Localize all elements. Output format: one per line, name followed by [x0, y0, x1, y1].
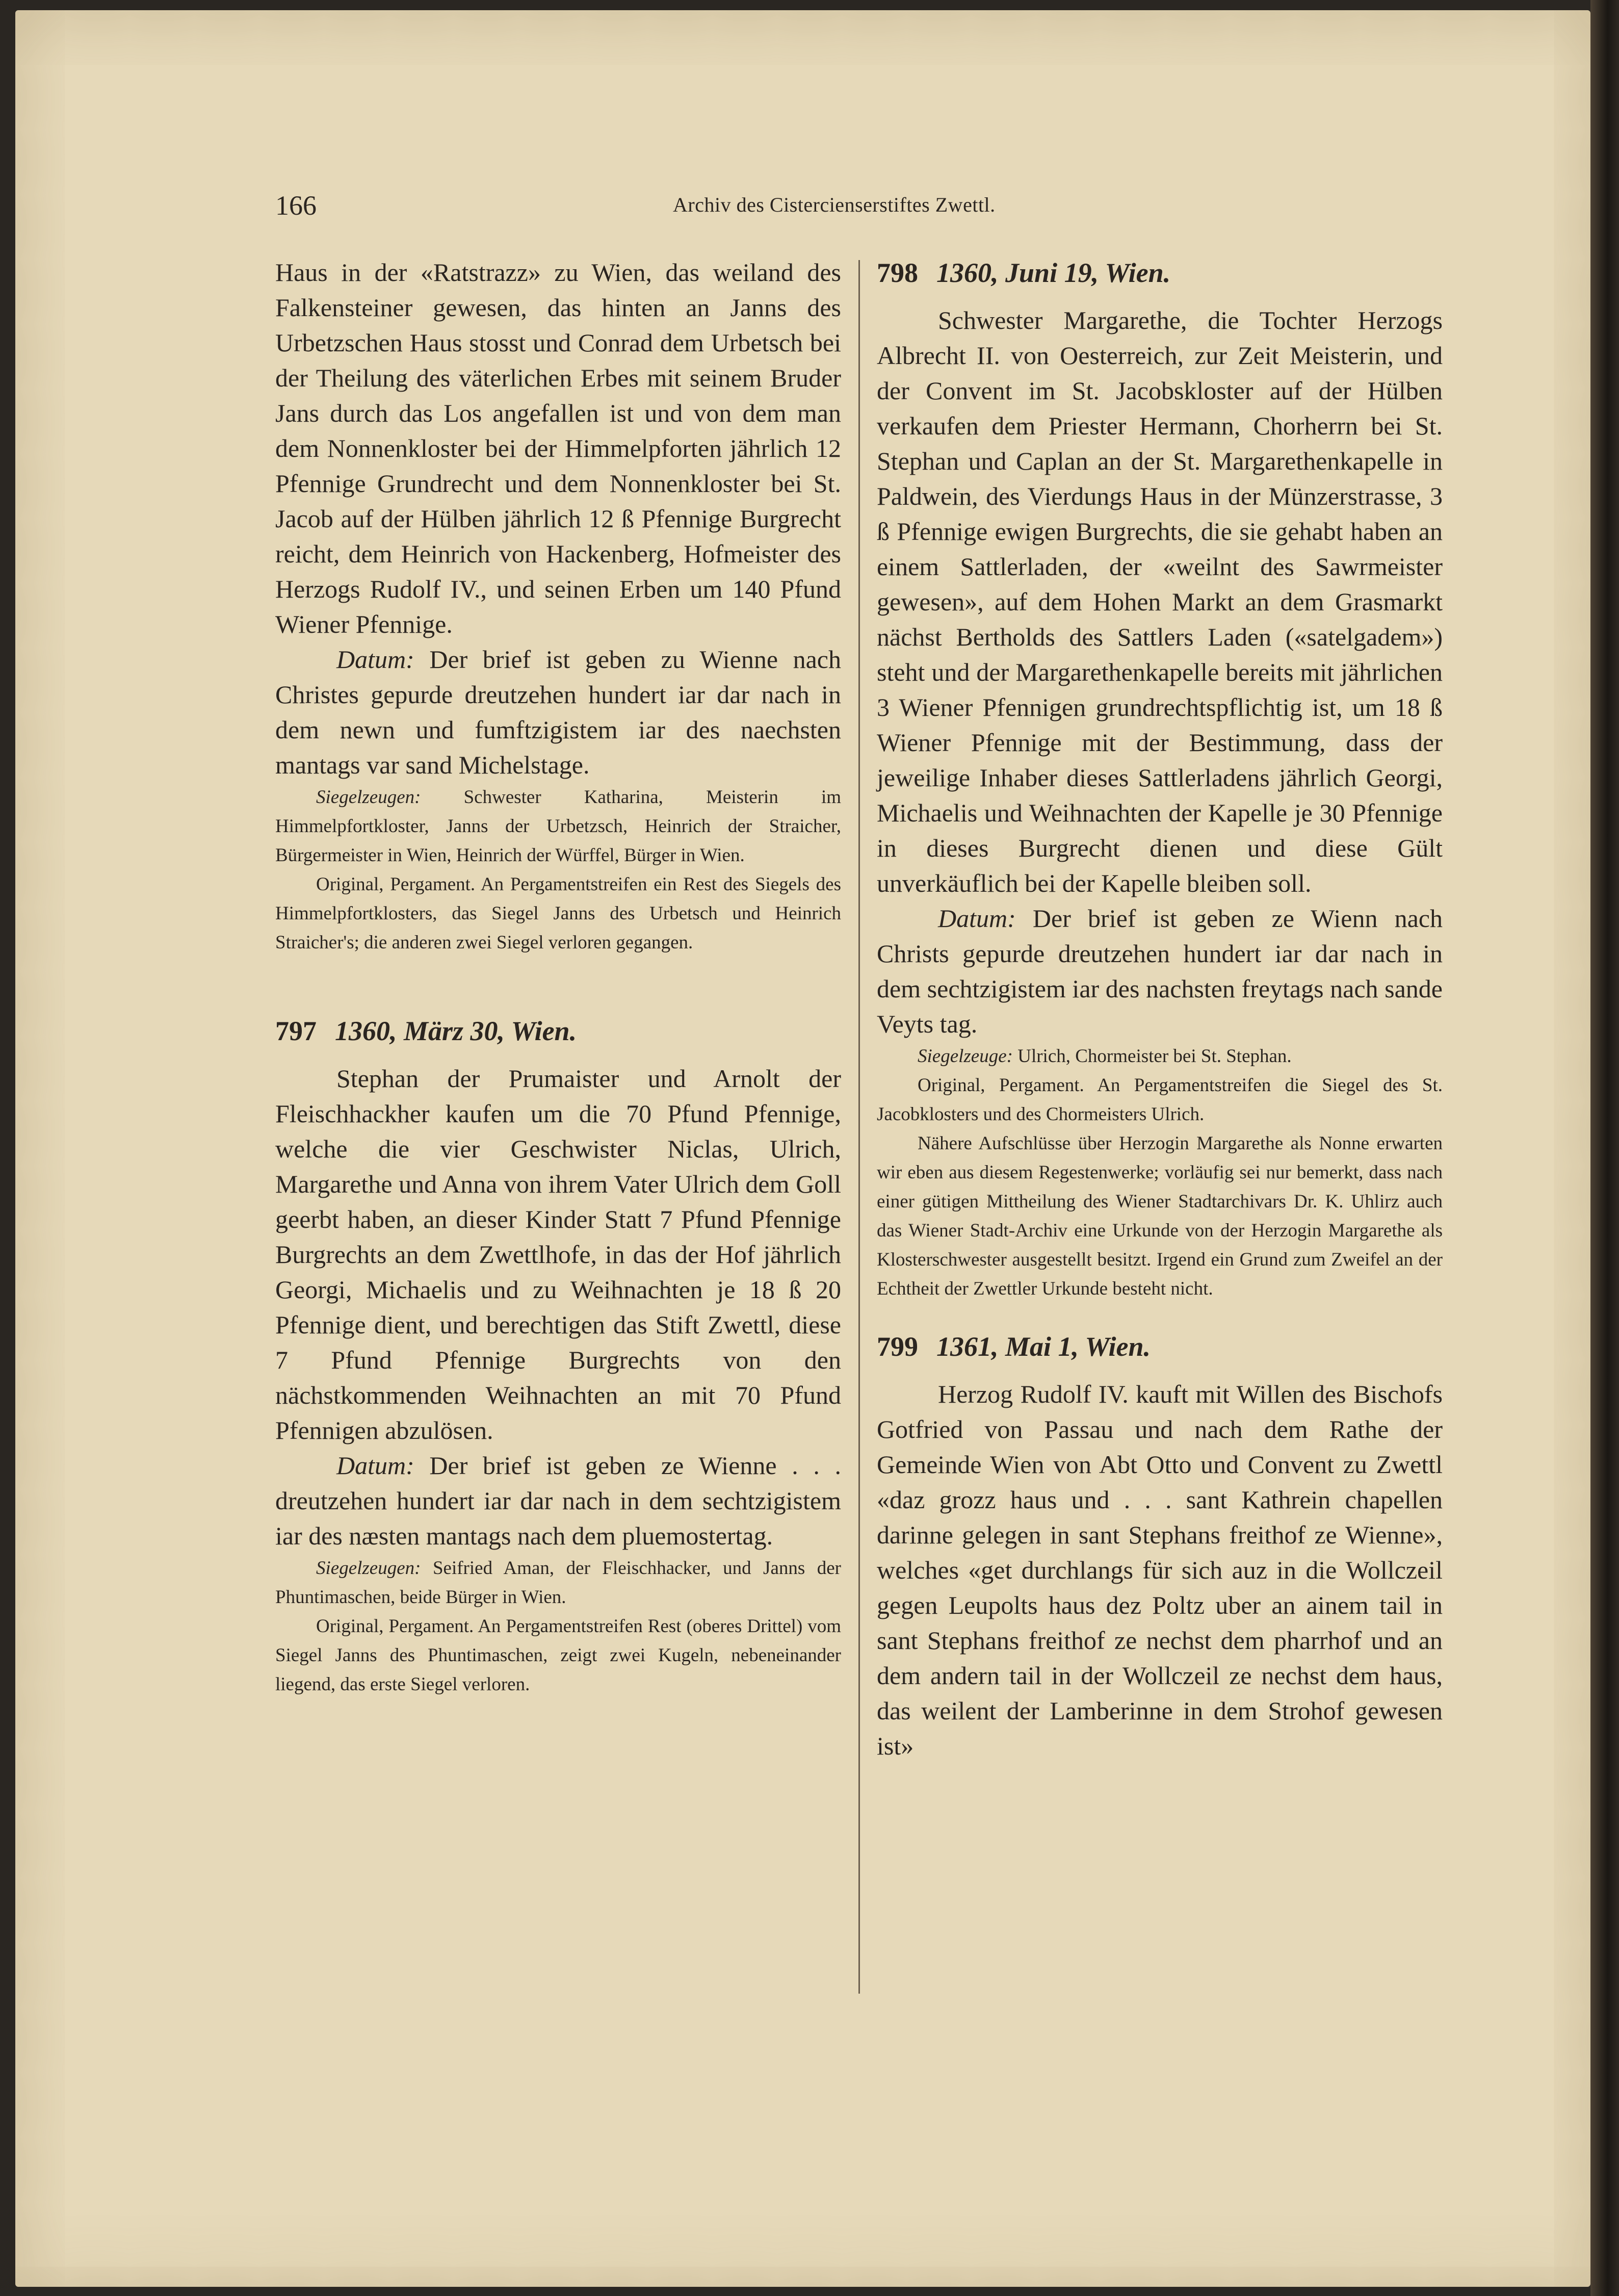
datum-text: Der brief ist geben ze Wienne . . . dreutzehen hundert iar dar nach in dem sechtzigistem iar des næsten mantags nach dem pluemostertag.: [275, 1451, 841, 1550]
siegel-text: Schwester Katharina, Meisterin im Himmelpfortkloster, Janns der Urbetzsch, Heinrich der Straicher, Bürgermeister in Wien, Heinrich der Würffel, Bürger in Wien.: [275, 787, 841, 866]
entry-798-heading: [877, 255, 1443, 291]
page-number: 166: [275, 190, 317, 221]
continued-entry-siegel: [275, 783, 841, 870]
siegel-label: Siegelzeuge:: [918, 1046, 1013, 1067]
datum-label: Datum:: [938, 904, 1016, 933]
book-spine-edge: [1590, 0, 1619, 2296]
siegel-text: Ulrich, Chormeister bei St. Stephan.: [1012, 1046, 1292, 1067]
continued-entry-original: Original, Pergament. An Pergamentstreifen ein Rest des Siegels des Himmelpfortklosters, das Siegel Janns des Urbetsch und Heinrich Straicher's; die anderen zwei Siegel verloren gegangen.: [275, 874, 841, 953]
entry-date: 1361, Mai 1, Wien.: [936, 1331, 1151, 1362]
entry-number: 797: [275, 1016, 317, 1046]
siegel-text: Seifried Aman, der Fleischhacker, und Janns der Phuntimaschen, beide Bürger in Wien.: [275, 1558, 841, 1608]
continued-entry-datum: [275, 642, 841, 783]
entry-number: 799: [877, 1331, 918, 1362]
entry-799-heading: [877, 1329, 1443, 1364]
left-column: [275, 255, 841, 1699]
siegel-label: Siegelzeugen:: [316, 787, 421, 808]
entry-number: 798: [877, 257, 918, 288]
entry-798-note: Nähere Aufschlüsse über Herzogin Margarethe als Nonne erwarten wir eben aus diesem Regestenwerke; vorläufig sei nur bemerkt, dass nach einer gütigen Mittheilung des Wiener Stadtarchivars Dr. K. Uhlirz auch das Wiener Stadt-Archiv eine Urkunde von der Herzogin Margarethe als Klosterschwester ausgestellt besitzt. Irgend ein Grund zum Zweifel an der Echtheit der Zwettler Urkunde besteht nicht.: [877, 1133, 1443, 1299]
entry-798-siegel: [877, 1042, 1443, 1071]
datum-label: Datum:: [336, 645, 414, 674]
entry-date: 1360, März 30, Wien.: [335, 1016, 577, 1046]
entry-797-text: Stephan der Prumaister und Arnolt der Fleischhackher kaufen um die 70 Pfund Pfennige, welche die vier Geschwister Niclas, Ulrich, Margarethe und Anna von ihrem Vater Ulrich dem Goll geerbt haben, an dieser Kinder Statt 7 Pfund Pfennige Burgrechts an dem Zwettlhofe, in das der Hof jährlich Georgi, Michaelis und zu Weihnachten je 18 ß 20 Pfennige dient, und berechtigen das Stift Zwettl, diese 7 Pfund Pfennige Burgrechts von den nächstkommenden Weihnachten an mit 70 Pfund Pfennigen abzulösen.: [275, 1064, 841, 1444]
entry-797-datum: [275, 1448, 841, 1554]
entry-798-original: Original, Pergament. An Pergamentstreifen die Siegel des St. Jacobklosters und des Chormeisters Ulrich.: [877, 1075, 1443, 1125]
entry-date: 1360, Juni 19, Wien.: [936, 257, 1171, 288]
datum-label: Datum:: [336, 1451, 414, 1480]
right-column: [877, 255, 1443, 1764]
datum-text: Der brief ist geben ze Wienn nach Christs gepurde dreutzehen hundert iar dar nach in dem sechtzigistem iar des nachsten freytags nach sande Veyts tag.: [877, 904, 1443, 1038]
entry-797-original: Original, Pergament. An Pergamentstreifen Rest (oberes Drittel) vom Siegel Janns des Phuntimaschen, zeigt zwei Kugeln, nebeneinander liegend, das erste Siegel verloren.: [275, 1616, 841, 1695]
datum-text: Der brief ist geben zu Wienne nach Christes gepurde dreutzehen hundert iar dar nach in dem newn und fumftzigistem iar des naechsten mantags var sand Michelstage.: [275, 645, 841, 779]
running-title: Archiv des Cistercienserstiftes Zwettl.: [673, 193, 996, 216]
siegel-label: Siegelzeugen:: [316, 1558, 421, 1579]
entry-797-siegel: [275, 1554, 841, 1612]
continued-entry-text: Haus in der «Ratstrazz» zu Wien, das weiland des Falkensteiner gewesen, das hinten an Janns des Urbetzschen Haus stosst und Conrad dem Urbetsch bei der Theilung des väterlichen Erbes mit seinem Bruder Jans durch das Los angefallen ist und von dem man dem Nonnenkloster bei der Himmelpforten jährlich 12 Pfennige Grundrecht und dem Nonnenkloster bei St. Jacob auf der Hülben jährlich 12 ß Pfennige Burgrecht reicht, dem Heinrich von Hackenberg, Hofmeister des Herzogs Rudolf IV., und seinen Erben um 140 Pfund Wiener Pfennige.: [275, 258, 841, 638]
page-header: [270, 190, 1065, 225]
column-divider: [858, 260, 860, 1994]
entry-798-datum: [877, 901, 1443, 1042]
entry-798-text: Schwester Margarethe, die Tochter Herzogs Albrecht II. von Oesterreich, zur Zeit Meisterin, und der Convent im St. Jacobskloster auf der Hülben verkaufen dem Priester Hermann, Chorherrn bei St. Stephan und Caplan an der St. Margarethenkapelle in Paldwein, des Vierdungs Haus in der Münzerstrasse, 3 ß Pfennige ewigen Burgrechts, die sie gehabt haben an einem Sattlerladen, der «weilnt des Sawrmeister gewesen», auf dem Hohen Markt an dem Grasmarkt nächst Bertholds des Sattlers Laden («satelgadem») steht und der Margarethenkapelle bereits mit jährlichen 3 Wiener Pfennigen grundrechtspflichtig ist, um 18 ß Wiener Pfennige mit der Bestimmung, dass der jeweilige Inhaber dieses Sattlerladens jährlich Georgi, Michaelis und Weihnachten der Kapelle je 30 Pfennige in dieses Burgrecht dienen und diese Gült unverkäuflich bei der Kapelle bleiben soll.: [877, 306, 1443, 897]
entry-797-heading: [275, 1013, 841, 1049]
entry-799-text: Herzog Rudolf IV. kauft mit Willen des Bischofs Gotfried von Passau und nach dem Rathe der Gemeinde Wien von Abt Otto und Convent zu Zwettl «daz grozz haus und . . . sant Kathrein chapellen darinne gelegen in sant Stephans freithof ze Wienne», welches «get durchlangs für sich auz in die Wollczeil gegen Leupolts haus dez Poltz uber an ainem tail in sant Stephans freithof ze nechst dem pharrhof und an dem andern tail in der Wollczeil ze nechst dem haus, das weilent der Lamberinne in dem Strohof gewesen ist»: [877, 1380, 1443, 1760]
